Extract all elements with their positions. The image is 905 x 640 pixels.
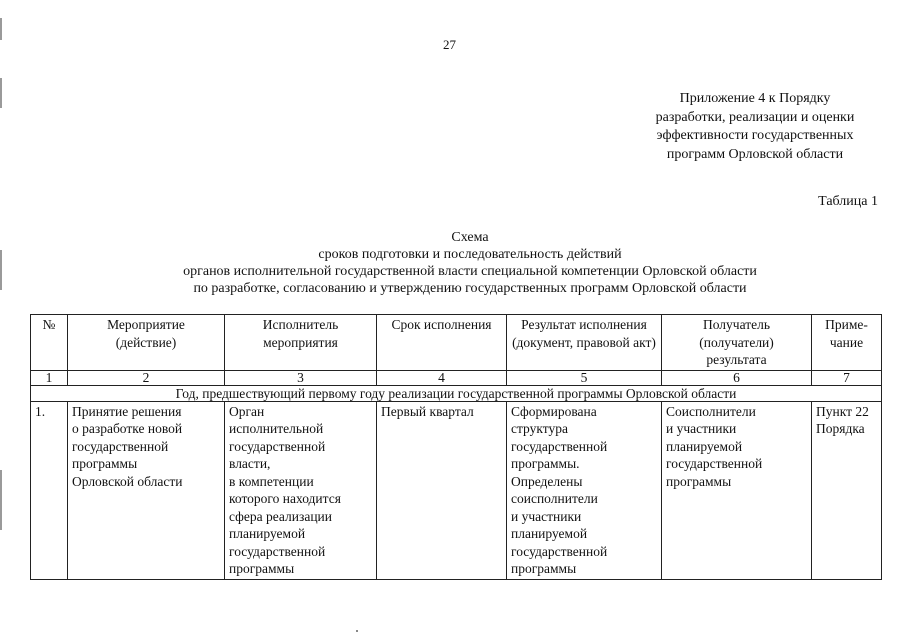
schedule-table	[30, 314, 882, 580]
cell-line: Определены	[511, 473, 583, 489]
title-line: органов исполнительной государственной власти специальной компетенции Орловской области	[183, 264, 757, 279]
cell-line: Пункт 22	[816, 403, 869, 419]
cell-line: планируемой	[511, 526, 588, 541]
row-note	[812, 401, 882, 579]
header-cell-executor: Исполнитель мероприятия	[225, 315, 377, 371]
column-number-cell: 2	[68, 370, 225, 385]
section-row	[31, 385, 882, 401]
scan-speck	[356, 630, 358, 632]
appendix-line: эффективности государственных	[656, 128, 854, 143]
cell-line: программы	[229, 561, 295, 576]
cell-line: власти,	[229, 456, 271, 471]
appendix-line: Приложение 4 к Порядку	[679, 91, 831, 106]
header-cell-result: Результат исполнения (документ, правовой акт)	[507, 315, 662, 371]
section-title: Год, предшествующий первому году реализации государственной программы Орловской области	[31, 385, 882, 401]
appendix-line: программ Орловской области	[666, 146, 844, 162]
row-executor	[225, 401, 377, 579]
cell-line: государственной	[229, 543, 326, 559]
appendix-note	[630, 90, 880, 164]
document-title	[60, 229, 880, 297]
cell-line: сфера реализации	[229, 508, 332, 524]
cell-line: государственной	[666, 456, 763, 471]
cell-line: структура	[511, 421, 568, 436]
appendix-line: разработки, реализации и оценки	[655, 109, 855, 125]
cell-line: программы.	[511, 456, 580, 471]
row-result	[507, 401, 662, 579]
cell-line: и участники	[511, 508, 582, 524]
title-line: Схема	[451, 230, 489, 245]
cell-line: планируемой	[229, 526, 306, 541]
cell-line: государственной	[72, 438, 169, 454]
scan-edge-mark	[0, 18, 2, 40]
header-cell-action: Мероприятие (действие)	[68, 315, 225, 371]
cell-line: Сформирована	[511, 403, 597, 419]
cell-line: о разработке новой	[72, 421, 183, 436]
cell-line: государственной	[229, 438, 326, 454]
cell-line: соисполнители	[511, 491, 598, 506]
header-cell-recipient: Получатель (получатели) результата	[662, 315, 812, 371]
column-number-cell: 1	[31, 370, 68, 385]
header-cell-deadline: Срок исполнения	[377, 315, 507, 371]
row-recipient	[662, 401, 812, 579]
page-number: 27	[443, 37, 456, 52]
cell-line: Орловской области	[72, 473, 183, 489]
cell-line: государственной	[511, 438, 608, 454]
cell-line: Принятие решения	[72, 403, 182, 419]
column-number-cell: 5	[507, 370, 662, 385]
table-label: Таблица 1	[818, 194, 878, 209]
cell-line: Соисполнители	[666, 403, 756, 419]
scan-edge-mark	[0, 78, 2, 108]
column-number-row	[31, 370, 882, 385]
cell-line: планируемой	[666, 438, 743, 454]
header-cell-note: Приме- чание	[812, 315, 882, 371]
column-number-cell: 7	[812, 370, 882, 385]
cell-line: программы	[511, 561, 577, 576]
row-deadline: Первый квартал	[377, 401, 507, 579]
table-row	[31, 401, 882, 579]
cell-line: программы	[666, 473, 732, 489]
cell-line: в компетенции	[229, 473, 314, 489]
cell-line: и участники	[666, 421, 737, 436]
cell-line: исполнительной	[229, 421, 324, 436]
scan-edge-mark	[0, 250, 2, 290]
row-number: 1.	[31, 401, 68, 579]
table-header-row	[31, 315, 882, 371]
scan-edge-mark	[0, 470, 2, 530]
cell-line: программы	[72, 456, 138, 471]
title-line: по разработке, согласованию и утверждению государственных программ Орловской области	[193, 281, 747, 296]
column-number-cell: 3	[225, 370, 377, 385]
cell-line: которого находится	[229, 491, 341, 506]
cell-line: Порядка	[816, 421, 865, 436]
row-action	[68, 401, 225, 579]
column-number-cell: 6	[662, 370, 812, 385]
cell-line: Орган	[229, 403, 265, 419]
title-line: сроков подготовки и последовательность действий	[318, 247, 622, 262]
header-cell-number: №	[31, 315, 68, 371]
column-number-cell: 4	[377, 370, 507, 385]
cell-line: государственной	[511, 543, 608, 559]
